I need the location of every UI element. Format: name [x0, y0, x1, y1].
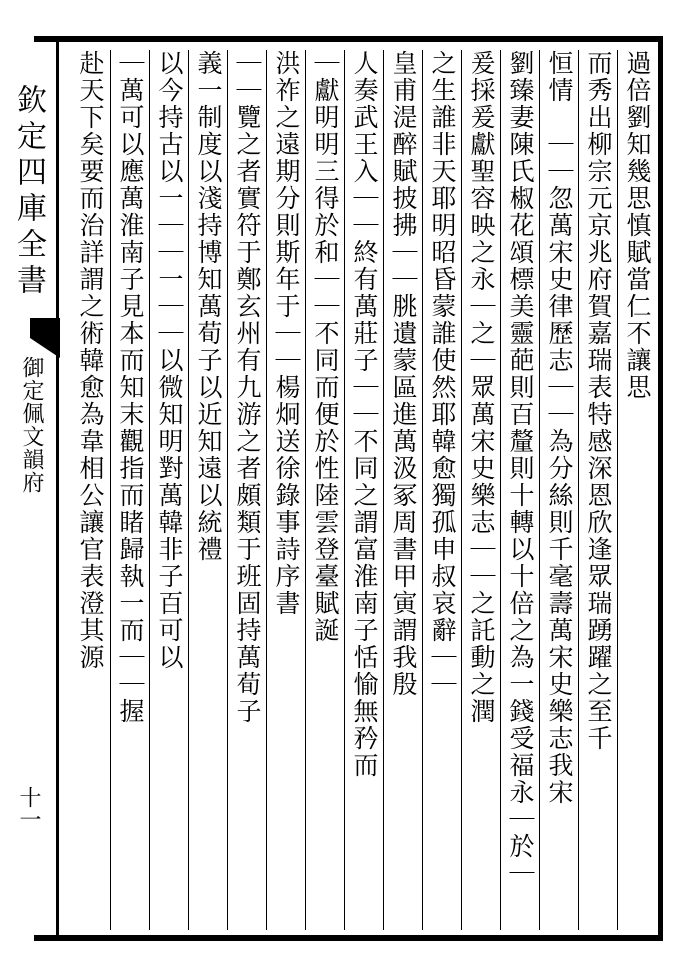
text-column: 之生誰非天耶明昭昏蒙誰使然耶韓愈獨孤申叔哀辭｜｜	[422, 50, 461, 930]
frame-right-rule	[658, 36, 663, 941]
text-column: 洪祚之遠期分則斯年于｜｜楊炯送徐錄事詩序書	[266, 50, 305, 930]
frame-top-rule	[34, 36, 662, 42]
text-column: 過倍劉知幾思慎賦當仁不讓思	[617, 50, 656, 930]
text-column: 人奏武王入｜｜終有萬莊子｜｜不同之謂富淮南子恬愉無矜而	[344, 50, 383, 930]
book-title: 欽定四庫全書	[11, 84, 46, 300]
chapter-title: 御定佩文韻府	[19, 356, 44, 494]
text-column: 赴天下矣要而治詳謂之術韓愈為韋相公讓官表澄其源	[76, 50, 105, 671]
text-column: 義一制度以淺持博知萬荀子以近知遠以統禮	[188, 50, 227, 930]
text-column: 而秀出柳宗元京兆府賀嘉瑞表特感深恩欣逢眾瑞踴躍之至千	[578, 50, 617, 930]
text-column: 爰採爰獻聖容映之永｜之｜眾萬宋史樂志｜｜之託動之潤	[461, 50, 500, 930]
page-number: 十一	[16, 786, 41, 830]
text-column: ｜萬可以應萬淮南子見本而知末觀指而睹歸執一而｜｜握	[110, 50, 149, 930]
margin-strip	[0, 36, 58, 941]
text-column: ｜獻明明三得於和｜｜不同而便於性陸雲登臺賦誕	[305, 50, 344, 930]
text-column: 皇甫湜醉賦披拂｜｜朓遺蒙區進萬汲冢周書甲寅謂我殷	[383, 50, 422, 930]
text-column: ｜｜覽之者實符于鄭玄州有九游之者頗類于班固持萬荀子	[227, 50, 266, 930]
text-column: 劉臻妻陳氏椒花頌標美靈葩則百釐則十轉以十倍之為一錢受福永｜於｜	[500, 50, 539, 930]
text-columns	[62, 50, 656, 930]
frame-bottom-rule	[34, 935, 662, 941]
text-column: 以今持古以一｜｜一｜｜以微知明對萬韓非子百可以	[149, 50, 188, 930]
text-column: 恒情 ｜｜忽萬宋史律歷志｜｜為分絲則千毫壽萬宋史樂志我宋	[539, 50, 578, 930]
margin-rule	[56, 36, 59, 941]
